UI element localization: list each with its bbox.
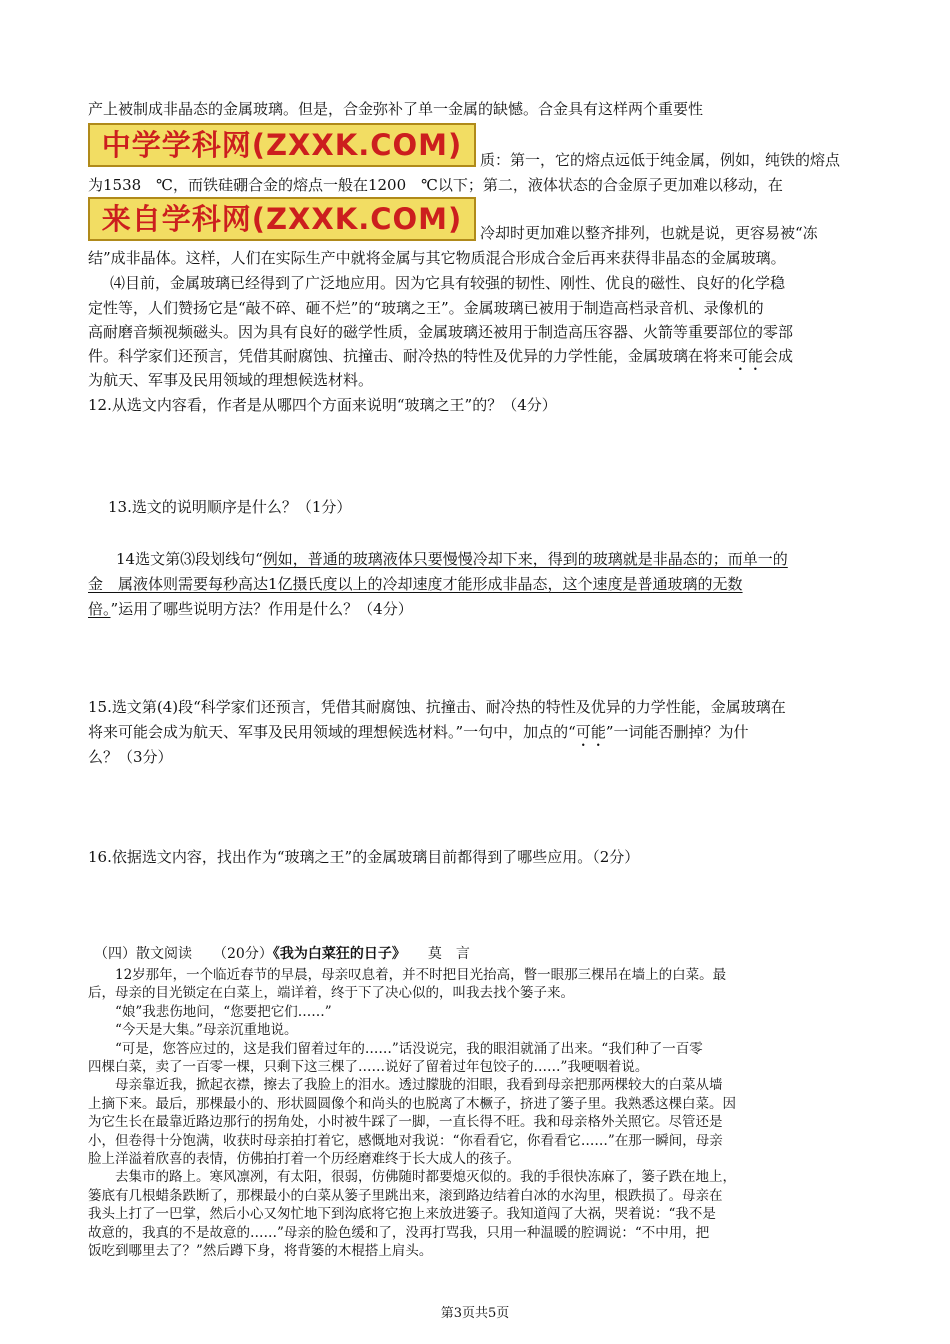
question-16: 16.依据选文内容，找出作为“玻璃之王”的金属玻璃目前都得到了哪些应用。（2分） [88, 848, 640, 866]
essay-line: “今天是大集。”母亲沉重地说。 [88, 1022, 298, 1039]
essay-line: 后，母亲的目光锁定在白菜上，端详着，终于下了决心似的，叫我去找个篓子来。 [88, 985, 574, 1002]
question-12: 12.从选文内容看，作者是从哪四个方面来说明“玻璃之王”的？（4分） [88, 396, 557, 414]
question-15-line: 么？（3分） [88, 748, 173, 766]
essay-line: 饭吃到哪里去了？”然后蹲下身，将背篓的木棍搭上肩头。 [88, 1243, 433, 1259]
question-14-line [116, 549, 788, 569]
paragraph-4-line: 高耐磨音频视频磁头。因为具有良好的磁学性质，金属玻璃还被用于制造高压容器、火箭等重要部位的零部 [88, 323, 794, 341]
text-run: 将来可能会成为航天、军事及民用领域的理想候选材料。”一句中，加点的“ [88, 723, 576, 741]
essay-title: 《我为白菜狂的日子》 [272, 946, 406, 962]
section-4-heading [94, 944, 470, 964]
paragraph-4-line: 为航天、军事及民用领域的理想候选材料。 [88, 371, 374, 389]
essay-line: 篓底有几根蜡条跌断了，那棵最小的白菜从篓子里跳出来，滚到路边结着白冰的水沟里，根跌损了。母亲在 [88, 1187, 723, 1204]
paragraph-4-line: 定性等，人们赞扬它是“敲不碎、砸不烂”的“玻璃之王”。金属玻璃已被用于制造高档录音机、录像机的 [88, 299, 764, 317]
text-run: 会成 [763, 347, 794, 365]
essay-line: 四棵白菜，卖了一百零一棵，只剩下这三棵了……说好了留着过年包饺子的……”我哽咽着说。 [88, 1059, 649, 1075]
text-line: 结”成非晶体。这样，人们在实际生产中就将金属与其它物质混合形成合金后再来获得非晶态的金属玻璃。 [88, 249, 786, 267]
question-14-line [88, 574, 862, 594]
text-run: 14选文第⑶段划线句“ [116, 550, 263, 568]
text-run: ”运用了哪些说明方法？作用是什么？（4分） [110, 600, 413, 618]
emphasized-word: 可能 [733, 347, 764, 365]
essay-author: 莫 言 [427, 946, 470, 962]
question-13: 13.选文的说明顺序是什么？（1分） [108, 498, 352, 516]
text-run: 件。科学家们还预言，凭借其耐腐蚀、抗撞击、耐冷热的特性及优异的力学性能，金属玻璃在将来 [88, 347, 734, 365]
underlined-sentence: 例如，普通的玻璃液体只要慢慢冷却下来，得到的玻璃就是非晶态的；而单一的 [262, 550, 788, 568]
page-footer: 第3页共5页 [440, 1306, 510, 1321]
text-line: 为1538 ℃，而铁硅硼合金的熔点一般在1200 ℃以下；第二，液体状态的合金原子更加难以移动，在 [88, 176, 783, 194]
essay-line: 我头上打了一巴掌，然后小心又匆忙地下到沟底将它抱上来放进篓子。我知道闯了大祸，哭着说：“我不是 [88, 1206, 716, 1223]
essay-line: 去集市的路上。寒风凛冽，有太阳，很弱，仿佛随时都要熄灭似的。我的手很快冻麻了，篓子跌在地上， [88, 1169, 736, 1186]
question-15-line: 15.选文第(4)段“科学家们还预言，凭借其耐腐蚀、抗撞击、耐冷热的特性及优异的力学性能，金属玻璃在 [88, 698, 786, 716]
text-line: 产上被制成非晶态的金属玻璃。但是，合金弥补了单一金属的缺憾。合金具有这样两个重要性 [88, 100, 704, 118]
essay-line: 为它生长在最靠近路边那行的拐角处，小时被牛踩了一脚，一直长得不旺。我和母亲格外关照它。尽管还是 [88, 1114, 723, 1131]
essay-line: 12岁那年，一个临近春节的早晨，母亲叹息着，并不时把目光抬高，瞥一眼那三棵吊在墙上的白菜。最 [88, 967, 727, 983]
text-line: 冷却时更加难以整齐排列，也就是说，更容易被“冻 [480, 224, 818, 242]
question-14-line [88, 599, 862, 619]
essay-line: 上摘下来。最后，那棵最小的、形状圆圆像个和尚头的也脱离了木橛子，挤进了篓子里。我熟悉这棵白菜。因 [88, 1095, 736, 1112]
section-label: （四）散文阅读 （20分） [94, 946, 273, 962]
zxxk-logo-banner[interactable]: 来自学科网(ZXXK.COM) [88, 197, 476, 241]
zxxk-logo-banner[interactable]: 中学学科网(ZXXK.COM) [88, 123, 476, 167]
essay-line: 母亲靠近我，掀起衣襟，擦去了我脸上的泪水。透过朦胧的泪眼，我看到母亲把那两棵较大的白菜从墙 [88, 1077, 723, 1094]
question-15-line [88, 722, 862, 750]
underlined-sentence: 金 属液体则需要每秒高达1亿摄氏度以上的冷却速度才能形成非晶态，这个速度是普通玻璃的无数 [88, 575, 743, 593]
essay-line: “可是，您答应过的，这是我们留着过年的……”话没说完，我的眼泪就涌了出来。“我们种了一百零 [88, 1040, 703, 1057]
text-line: 质：第一，它的熔点远低于纯金属，例如，纯铁的熔点 [480, 151, 841, 169]
essay-line: 脸上洋溢着欣喜的表情，仿佛拍打着一个历经磨难终于长大成人的孩子。 [88, 1151, 520, 1167]
text-run: ”一词能否删掉？为什 [605, 723, 749, 741]
underlined-sentence: 倍。 [88, 600, 111, 618]
essay-line: 小，但卷得十分饱满，收获时母亲拍打着它，感慨地对我说：“你看看它，你看看它……”在那一瞬间，母亲 [88, 1132, 723, 1149]
paragraph-4-line: ⑷目前，金属玻璃已经得到了广泛地应用。因为它具有较强的韧性、刚性、优良的磁性、良好的化学稳 [110, 274, 786, 292]
essay-line: 故意的，我真的不是故意的……”母亲的脸色缓和了，没再打骂我，只用一种温暖的腔调说：“不中用，把 [88, 1224, 710, 1241]
emphasized-word: 可能 [575, 723, 606, 741]
essay-line: “娘”我悲伤地问，“您要把它们……” [88, 1003, 332, 1020]
